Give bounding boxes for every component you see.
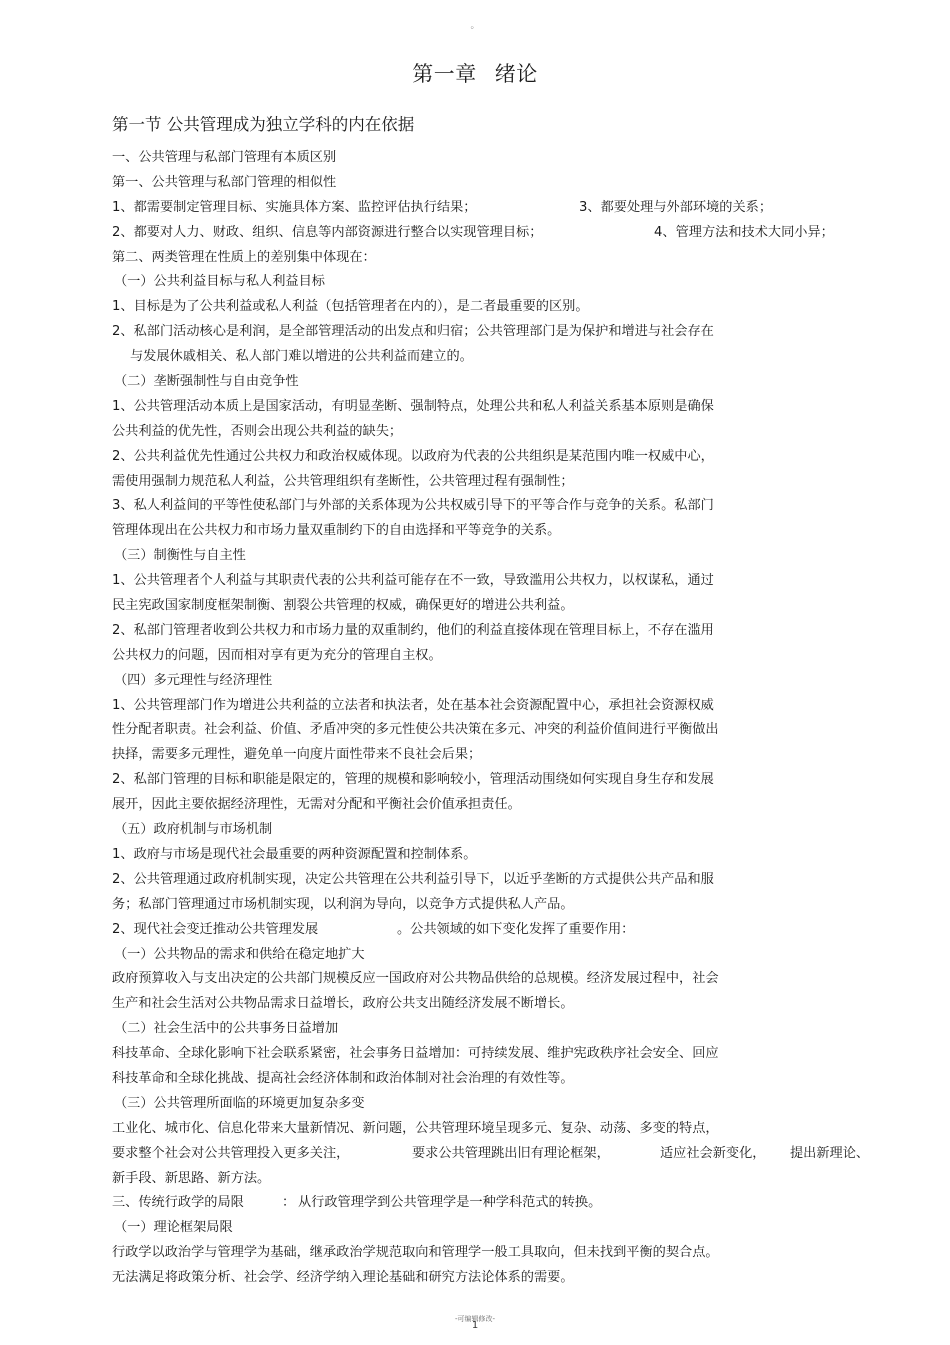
demand-segment-3: 提出新理论、 xyxy=(790,1145,870,1161)
page-number: 1 xyxy=(471,1320,479,1331)
subheading: （二）社会生活中的公共事务日益增加 xyxy=(114,1021,339,1037)
text-line: 2、私部门管理的目标和职能是限定的，管理的规模和影响较小，管理活动围绕如何实现自身生存和发展 xyxy=(112,772,714,788)
text-line: 性分配者职责。社会利益、价值、矛盾冲突的多元性使公共决策在多元、冲突的利益价值间进行平衡做出 xyxy=(112,722,719,738)
text-line: 科技革命、全球化影响下社会联系紧密，社会事务日益增加：可持续发展、维护宪政秩序社会安全、回应 xyxy=(112,1046,719,1062)
subheading: （五）政府机制与市场机制 xyxy=(114,822,273,838)
text-line: 展开，因此主要依据经济理性，无需对分配和平衡社会价值承担责任。 xyxy=(112,797,521,813)
similarity-item-3: 3、都要处理与外部环境的关系； xyxy=(579,199,773,215)
text-line xyxy=(0,196,950,221)
change-heading: 2、现代社会变迁推动公共管理发展 xyxy=(112,921,319,937)
header-mark: 。 xyxy=(470,21,480,31)
text-line: 2、公共管理通过政府机制实现，决定公共管理在公共利益引导下，以近乎垄断的方式提供公共产品和服 xyxy=(112,871,714,887)
section-title: 第一节 公共管理成为独立学科的内在依据 xyxy=(112,115,415,134)
text-line: 工业化、城市化、信息化带来大量新情况、新问题，公共管理环境呈现多元、复杂、动荡、多变的特点， xyxy=(112,1120,719,1136)
text-line: 1、目标是为了公共利益或私人利益（包括管理者在内的），是二者最重要的区别。 xyxy=(112,299,589,315)
subheading: （一）理论框架局限 xyxy=(114,1220,233,1236)
demand-segment-0: 要求整个社会对公共管理投入更多关注， xyxy=(112,1145,350,1161)
subheading: （三）制衡性与自主性 xyxy=(114,548,246,564)
similarity-item-4: 4、管理方法和技术大同小异； xyxy=(654,224,834,240)
subheading: （二）垄断强制性与自由竞争性 xyxy=(114,374,299,390)
text-line: 行政学以政治学与管理学为基础，继承政治学规范取向和管理学一般工具取向，但未找到平衡的契合点。 xyxy=(112,1245,719,1261)
text-line: 1、公共管理活动本质上是国家活动，有明显垄断、强制特点，处理公共和私人利益关系基本原则是确保 xyxy=(112,398,714,414)
demand-segment-1: 要求公共管理跳出旧有理论框架， xyxy=(412,1145,610,1161)
subheading: （四）多元理性与经济理性 xyxy=(114,672,273,688)
text-line: 需使用强制力规范私人利益，公共管理组织有垄断性，公共管理过程有强制性； xyxy=(112,473,574,489)
demand-segment-2: 适应社会新变化， xyxy=(660,1145,766,1161)
text-line xyxy=(0,1142,950,1167)
text-line: 生产和社会生活对公共物品需求日益增长，政府公共支出随经济发展不断增长。 xyxy=(112,996,574,1012)
text-line: 1、公共管理部门作为增进公共利益的立法者和执法者，处在基本社会资源配置中心，承担社会资源权威 xyxy=(112,697,714,713)
subheading: （一）公共利益目标与私人利益目标 xyxy=(114,274,325,290)
limit-tail: 从行政管理学到公共管理学是一种学科范式的转换。 xyxy=(298,1195,602,1211)
text-line: 第一、公共管理与私部门管理的相似性 xyxy=(112,174,337,190)
text-line: 一、公共管理与私部门管理有本质区别 xyxy=(112,150,337,165)
text-line xyxy=(0,1191,950,1216)
text-line: 2、私部门管理者收到公共权力和市场力量的双重制约，他们的利益直接体现在管理目标上，不存在滥用 xyxy=(112,622,714,638)
text-line xyxy=(0,221,950,246)
chapter-title xyxy=(0,58,950,88)
text-line: 公共利益的优先性，否则会出现公共利益的缺失； xyxy=(112,423,403,439)
document-body xyxy=(0,146,950,1291)
text-line xyxy=(0,918,950,943)
similarity-item-1: 1、都需要制定管理目标、实施具体方案、监控评估执行结果； xyxy=(112,199,477,215)
text-line: 公共权力的问题，因而相对享有更为充分的管理自主权。 xyxy=(112,647,442,663)
subheading: （一）公共物品的需求和供给在稳定地扩大 xyxy=(114,946,365,962)
text-line: 民主宪政国家制度框架制衡、割裂公共管理的权威，确保更好的增进公共利益。 xyxy=(112,598,574,614)
text-line: 管理体现出在公共权力和市场力量双重制约下的自由选择和平等竞争的关系。 xyxy=(112,523,561,539)
text-line: 第二、两类管理在性质上的差别集中体现在： xyxy=(112,249,376,265)
text-line: 抉择，需要多元理性，避免单一向度片面性带来不良社会后果； xyxy=(112,747,482,763)
text-line: 务；私部门管理通过市场机制实现，以利润为导向，以竞争方式提供私人产品。 xyxy=(112,896,574,912)
subheading: （三）公共管理所面临的环境更加复杂多变 xyxy=(114,1095,365,1111)
text-line: 无法满足将政策分析、社会学、经济学纳入理论基础和研究方法论体系的需要。 xyxy=(112,1270,574,1286)
text-line: 新手段、新思路、新方法。 xyxy=(112,1170,271,1186)
chapter-name: 绪论 xyxy=(494,62,538,86)
footer-note: -可编辑修改- xyxy=(454,1315,496,1323)
limit-heading: 三、传统行政学的局限 xyxy=(112,1195,244,1211)
text-line: 3、私人利益间的平等性使私部门与外部的关系体现为公共权威引导下的平等合作与竞争的关系。私部门 xyxy=(112,498,714,514)
text-line: 1、公共管理者个人利益与其职责代表的公共利益可能存在不一致，导致滥用公共权力，以权谋私，通过 xyxy=(112,573,714,589)
text-line: 1、政府与市场是现代社会最重要的两种资源配置和控制体系。 xyxy=(112,846,477,862)
text-line: 与发展休戚相关、私人部门难以增进的公共利益而建立的。 xyxy=(130,349,473,365)
text-line: 科技革命和全球化挑战、提高社会经济体制和政治体制对社会治理的有效性等。 xyxy=(112,1070,574,1086)
limit-colon: ： xyxy=(282,1195,296,1211)
text-line: 2、公共利益优先性通过公共权力和政治权威体现。以政府为代表的公共组织是某范围内唯一权威中心， xyxy=(112,448,714,464)
similarity-item-2: 2、都要对人力、财政、组织、信息等内部资源进行整合以实现管理目标； xyxy=(112,224,543,240)
text-line: 政府预算收入与支出决定的公共部门规模反应一国政府对公共物品供给的总规模。经济发展过程中，社会 xyxy=(112,971,719,987)
text-line: 2、私部门活动核心是利润，是全部管理活动的出发点和归宿；公共管理部门是为保护和增进与社会存在 xyxy=(112,324,714,340)
change-heading-tail: 。公共领域的如下变化发挥了重要作用： xyxy=(397,921,635,937)
chapter-prefix: 第一章 xyxy=(412,62,477,86)
